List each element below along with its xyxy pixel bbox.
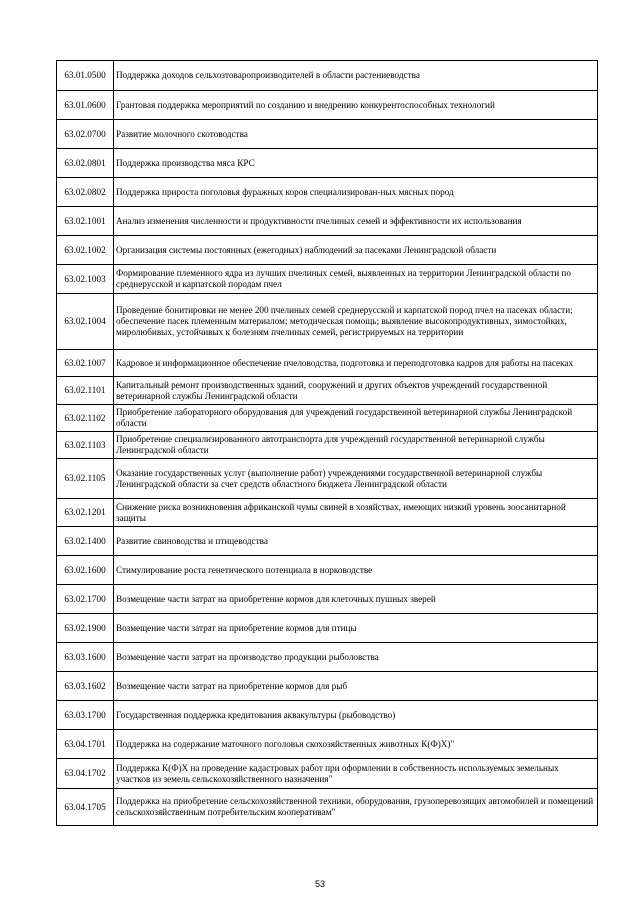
description-cell: Развитие молочного скотоводства bbox=[114, 120, 598, 149]
code-cell: 63.01.0600 bbox=[57, 91, 114, 120]
code-cell: 63.02.1105 bbox=[57, 459, 114, 499]
table-row bbox=[57, 643, 598, 672]
description-cell: Оказание государственных услуг (выполнение работ) учреждениями государственной ветеринарной службы Ленинградской области за счет средств областного бюджета Ленинградской области bbox=[114, 459, 598, 499]
description-cell: Кадровое и информационное обеспечение пчеловодства, подготовка и переподготовка кадров для работы на пасеках bbox=[114, 350, 598, 377]
description-cell: Капитальный ремонт производственных зданий, сооружений и других объектов учреждений государственной ветеринарной службы Ленинградской области bbox=[114, 377, 598, 405]
code-cell: 63.02.0802 bbox=[57, 178, 114, 207]
table-row bbox=[57, 61, 598, 91]
description-cell: Возмещение части затрат на приобретение кормов для рыб bbox=[114, 672, 598, 701]
code-cell: 63.02.1004 bbox=[57, 294, 114, 350]
code-cell: 63.02.1003 bbox=[57, 265, 114, 294]
code-cell: 63.02.1007 bbox=[57, 350, 114, 377]
code-cell: 63.02.0700 bbox=[57, 120, 114, 149]
description-cell: Поддержка на приобретение сельскохозяйственной техники, оборудования, грузоперевозящих автомобилей и помещений сельскохозяйственным потребительским кооперативам" bbox=[114, 789, 598, 826]
code-cell: 63.02.1102 bbox=[57, 405, 114, 432]
code-cell: 63.02.1001 bbox=[57, 207, 114, 236]
description-cell: Приобретение лабораторного оборудования для учреждений государственной ветеринарной службы Ленинградской области bbox=[114, 405, 598, 432]
table-row bbox=[57, 527, 598, 556]
table-row bbox=[57, 149, 598, 178]
code-cell: 63.02.1600 bbox=[57, 556, 114, 585]
table-row bbox=[57, 350, 598, 377]
description-cell: Возмещение части затрат на приобретение кормов для птицы bbox=[114, 614, 598, 643]
table-row bbox=[57, 294, 598, 350]
description-cell: Стимулирование роста генетического потенциала в норководстве bbox=[114, 556, 598, 585]
description-cell: Возмещение части затрат на производство продукции рыболовства bbox=[114, 643, 598, 672]
description-cell: Грантовая поддержка мероприятий по созданию и внедрению конкурентоспособных технологий bbox=[114, 91, 598, 120]
table-row bbox=[57, 614, 598, 643]
code-cell: 63.02.1400 bbox=[57, 527, 114, 556]
table-row bbox=[57, 459, 598, 499]
table-row bbox=[57, 585, 598, 614]
table-row bbox=[57, 178, 598, 207]
description-cell: Развитие свиноводства и птицеводства bbox=[114, 527, 598, 556]
code-cell: 63.02.1002 bbox=[57, 236, 114, 265]
code-cell: 63.03.1602 bbox=[57, 672, 114, 701]
table-row bbox=[57, 759, 598, 789]
description-cell: Формирование племенного ядра из лучших пчелиных семей, выявленных на территории Ленинградской области по среднерусской и карпатской породам пчел bbox=[114, 265, 598, 294]
page-number: 53 bbox=[314, 879, 325, 889]
description-cell: Организация системы постоянных (ежегодных) наблюдений за пасеками Ленинградской области bbox=[114, 236, 598, 265]
description-cell: Приобретение специализированного автотранспорта для учреждений государственной ветеринарной службы Ленинградской области bbox=[114, 432, 598, 459]
description-cell: Поддержка К(Ф)Х на проведение кадастровых работ при оформлении в собственность используемых земельных участков из земель сельскохозяйственного назначения" bbox=[114, 759, 598, 789]
table-row bbox=[57, 236, 598, 265]
code-cell: 63.04.1705 bbox=[57, 789, 114, 826]
description-cell: Анализ изменения численности и продуктивности пчелиных семей и эффективности их использования bbox=[114, 207, 598, 236]
code-cell: 63.02.1101 bbox=[57, 377, 114, 405]
table-row bbox=[57, 207, 598, 236]
code-cell: 63.04.1701 bbox=[57, 730, 114, 759]
table-row bbox=[57, 730, 598, 759]
code-cell: 63.02.1201 bbox=[57, 499, 114, 527]
code-cell: 63.02.0801 bbox=[57, 149, 114, 178]
code-cell: 63.01.0500 bbox=[57, 61, 114, 91]
table-row bbox=[57, 91, 598, 120]
table-row bbox=[57, 377, 598, 405]
code-cell: 63.02.1900 bbox=[57, 614, 114, 643]
description-cell: Государственная поддержка кредитования аквакультуры (рыбоводство) bbox=[114, 701, 598, 730]
description-cell: Поддержка на содержание маточного поголовья скохозяйственных животных К(Ф)Х)" bbox=[114, 730, 598, 759]
table-row bbox=[57, 405, 598, 432]
table-row bbox=[57, 789, 598, 826]
table-row bbox=[57, 672, 598, 701]
description-cell: Поддержка производства мяса КРС bbox=[114, 149, 598, 178]
table-row bbox=[57, 499, 598, 527]
description-cell: Проведение бонитировки не менее 200 пчелиных семей среднерусской и карпатской пород пчел на пасеках области; обеспечение пасек племенным материалом; методическая помощь; выявление высокопродуктивных, зимостойких, миролюбивых, устойчивых к болезням пчелиных семей, регистрируемых на территории bbox=[114, 294, 598, 350]
table-row bbox=[57, 701, 598, 730]
table-row bbox=[57, 556, 598, 585]
table-row bbox=[57, 120, 598, 149]
table-row bbox=[57, 432, 598, 459]
table-row bbox=[57, 265, 598, 294]
code-cell: 63.04.1702 bbox=[57, 759, 114, 789]
description-cell: Снижение риска возникновения африканской чумы свиней в хозяйствах, имеющих низкий уровень зоосанитарной защиты bbox=[114, 499, 598, 527]
code-cell: 63.03.1700 bbox=[57, 701, 114, 730]
code-cell: 63.02.1103 bbox=[57, 432, 114, 459]
description-cell: Возмещение части затрат на приобретение кормов для клеточных пушных зверей bbox=[114, 585, 598, 614]
budget-code-table bbox=[56, 60, 598, 826]
code-cell: 63.02.1700 bbox=[57, 585, 114, 614]
code-cell: 63.03.1600 bbox=[57, 643, 114, 672]
description-cell: Поддержка доходов сельхозтоваропроизводителей в области растениеводства bbox=[114, 61, 598, 91]
description-cell: Поддержка прироста поголовья фуражных коров специализирован-ных мясных пород bbox=[114, 178, 598, 207]
